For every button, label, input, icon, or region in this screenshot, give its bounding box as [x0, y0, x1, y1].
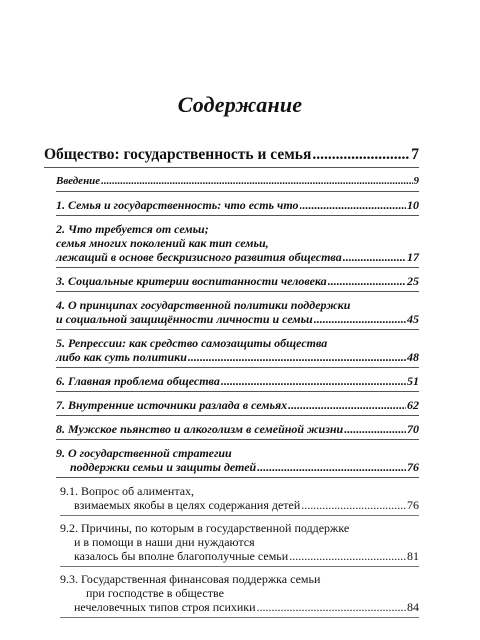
toc-page-number: 70: [407, 422, 419, 436]
toc-page-number: 17: [407, 250, 419, 264]
toc-entry-section-9-2[interactable]: [60, 521, 419, 563]
divider: [44, 167, 419, 168]
dot-leader: [301, 498, 406, 512]
toc-entry-title-line: при господстве в обществе: [86, 586, 224, 600]
dot-leader: [300, 198, 406, 212]
divider: [60, 515, 419, 516]
toc-entry-title: 1. Семья и государственность: что есть что: [56, 198, 299, 212]
toc-entry-chapter-2[interactable]: [56, 222, 419, 264]
dot-leader: [312, 146, 410, 164]
divider: [56, 477, 419, 478]
toc-page-number: 25: [407, 274, 419, 288]
toc-page-number: 76: [407, 498, 419, 512]
dot-leader: [328, 274, 406, 288]
toc-entry-title: Общество: государственность и семья: [44, 146, 312, 163]
toc-page-number: 62: [407, 398, 419, 412]
toc-entry-chapter-7[interactable]: [56, 398, 419, 412]
dot-leader: [221, 374, 406, 388]
toc-entry-title-line: и в помощи в наши дни нуждаются: [74, 535, 255, 549]
toc-entry-title: 6. Главная проблема общества: [56, 374, 220, 388]
dot-leader: [289, 549, 406, 563]
toc-entry-title-line: 2. Что требуется от семьи;: [56, 222, 209, 236]
toc-page-number: 76: [407, 460, 419, 474]
toc-entry-title-line: поддержки семьи и защиты детей: [70, 460, 257, 474]
toc-entry-part[interactable]: [44, 146, 419, 164]
divider: [56, 191, 419, 192]
toc-entry-chapter-3[interactable]: [56, 274, 419, 288]
toc-entry-chapter-9[interactable]: [56, 446, 419, 474]
toc-page-number: 45: [407, 312, 419, 326]
toc-entry-title-line: семья многих поколений как тип семьи,: [56, 236, 269, 250]
toc-entry-chapter-6[interactable]: [56, 374, 419, 388]
divider: [60, 566, 419, 567]
divider: [56, 329, 419, 330]
toc-entry-title: 7. Внутренние источники разлада в семьях: [56, 398, 288, 412]
dot-leader: [257, 460, 406, 474]
dot-leader: [257, 600, 406, 614]
toc-entry-title-line: либо как суть политики: [56, 350, 187, 364]
toc-page-number: 81: [407, 549, 419, 563]
toc-entry-section-9-1[interactable]: [60, 484, 419, 512]
divider: [56, 367, 419, 368]
toc-entry-title-line: нечеловечных типов строя психики: [74, 600, 256, 614]
divider: [56, 415, 419, 416]
toc-entry-chapter-5[interactable]: [56, 336, 419, 364]
divider: [56, 391, 419, 392]
page-title: Содержание: [177, 92, 303, 117]
toc-entry-title-line: 9. О государственной стратегии: [56, 446, 232, 460]
toc-entry-title-line: лежащий в основе бескризисного развития общества: [56, 250, 342, 264]
toc-entry-title-line: казалось бы вполне благополучные семьи: [74, 549, 289, 563]
toc-entry-chapter-1[interactable]: [56, 198, 419, 212]
toc-page-number: 9: [413, 175, 419, 187]
toc-page-number: 10: [407, 198, 419, 212]
toc-entry-title: 3. Социальные критерии воспитанности человека: [56, 274, 327, 288]
dot-leader: [288, 398, 406, 412]
toc-entry-chapter-4[interactable]: [56, 298, 419, 326]
table-of-contents: [44, 146, 419, 623]
dot-leader: [314, 312, 406, 326]
toc-entry-title-line: 5. Репрессии: как средство самозащиты общества: [56, 336, 328, 350]
toc-page-number: 51: [407, 374, 419, 388]
toc-entry-title-line: 9.2. Причины, по которым в государственной поддержке: [60, 521, 350, 535]
toc-page-number: 84: [407, 600, 419, 614]
divider: [56, 215, 419, 216]
toc-page-number: 48: [407, 350, 419, 364]
toc-entry-chapter-8[interactable]: [56, 422, 419, 436]
toc-page-number: 7: [411, 146, 419, 163]
divider: [56, 267, 419, 268]
toc-entry-title-line: 4. О принципах государственной политики поддержки: [56, 298, 351, 312]
toc-entry-intro[interactable]: [56, 174, 419, 188]
toc-entry-title-line: и социальной защищённости личности и семьи: [56, 312, 313, 326]
toc-entry-section-9-3[interactable]: [60, 572, 419, 614]
toc-entry-title-line: 9.3. Государственная финансовая поддержка семьи: [60, 572, 321, 586]
dot-leader: [343, 250, 406, 264]
toc-entry-title-line: взимаемых якобы в целях содержания детей: [74, 498, 301, 512]
divider: [60, 617, 419, 618]
toc-entry-title-line: 9.1. Вопрос об алиментах,: [60, 484, 195, 498]
dot-leader: [344, 422, 406, 436]
divider: [56, 439, 419, 440]
divider: [56, 291, 419, 292]
toc-entry-title: Введение: [56, 175, 101, 187]
toc-entry-title: 8. Мужское пьянство и алкоголизм в семейной жизни: [56, 422, 344, 436]
dot-leader: [101, 174, 412, 188]
dot-leader: [188, 350, 406, 364]
